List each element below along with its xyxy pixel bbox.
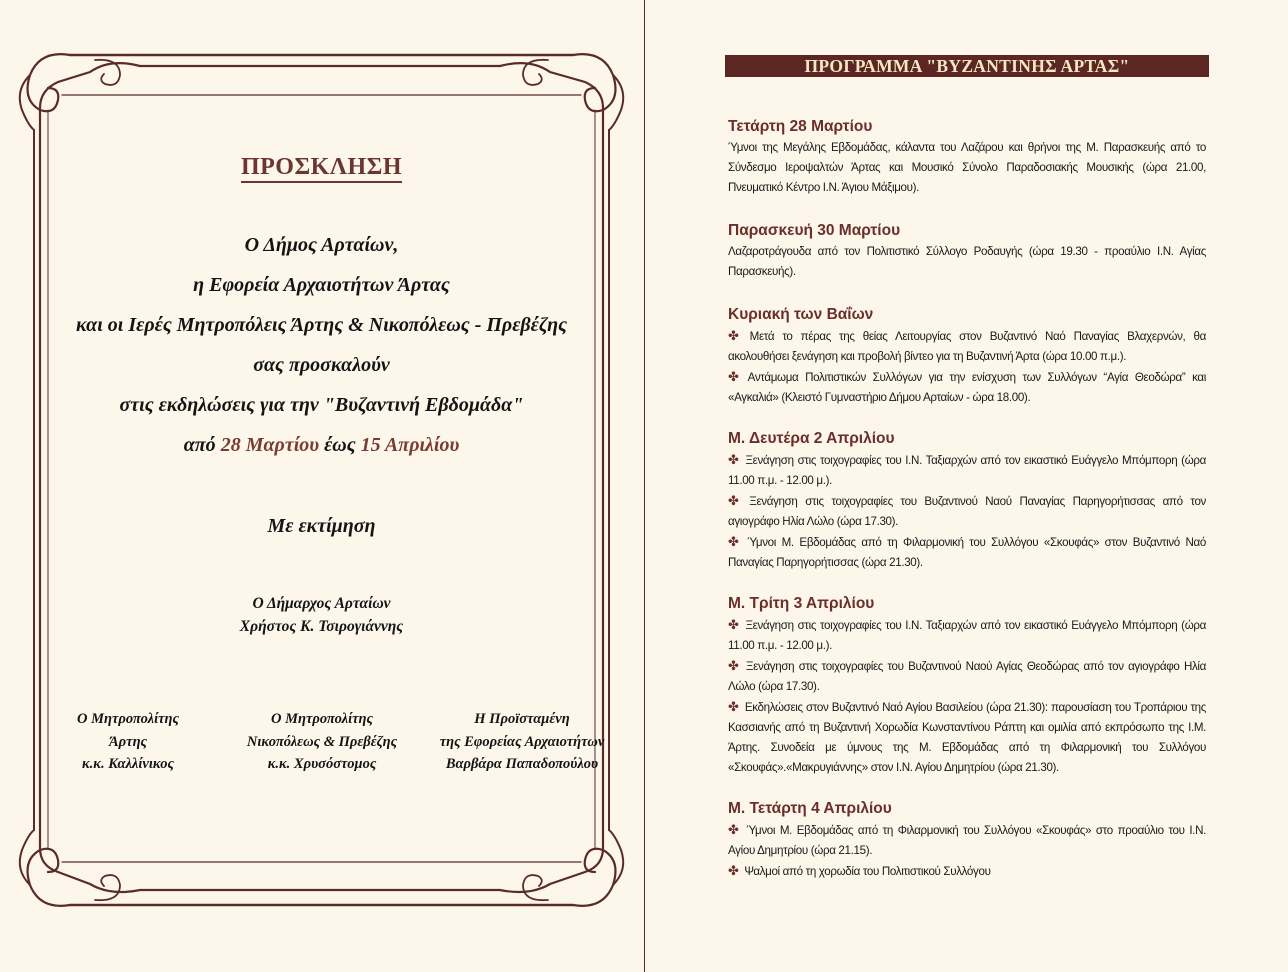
event-text: Ψαλμοί από τη χορωδία του Πολιτιστικού Συλλόγου (744, 865, 991, 878)
event-text: Ξενάγηση στις τοιχογραφίες του Βυζαντινού Ναού Αγίας Θεοδώρας από τον αγιογράφο Ηλία Λώλο (ώρα 17.30). (728, 660, 1207, 693)
signatory-line: της Εφορείας Αρχαιοτήτων (439, 733, 605, 750)
event-text: Αντάμωμα Πολιτιστικών Συλλόγων για την ενίσχυση των Συλλόγων “Αγία Θεοδώρα” και «Αγκαλιά» (Κλειστό Γυμναστήριο Δήμου Αρταίων - ώρα 18.00). (728, 371, 1206, 404)
event-text: Μετά το πέρας της θείας Λειτουργίας στον Βυζαντινό Ναό Παναγίας Βλαχερνών, θα ακολουθήσει ξενάγηση και προβολή βίντεο για τη Βυζαντινή Άρτα (ώρα 10.00 π.μ.). (728, 330, 1206, 363)
program-day (728, 221, 1206, 282)
bullet-icon: ✤ (728, 328, 739, 343)
signatory-line: Άρτης (109, 733, 147, 750)
program-day (728, 429, 1206, 573)
bullet-icon: ✤ (728, 493, 739, 508)
event-item (728, 697, 1206, 778)
event-item (728, 450, 1206, 491)
program-day (728, 117, 1206, 198)
signatory-line: Ο Μητροπολίτης (271, 711, 373, 727)
event-item: Ύμνοι της Μεγάλης Εβδομάδας, κάλαντα του Λαζάρου και θρήνοι της Μ. Παρασκευής από το Σύνδεσμο Ιεροψαλτών Άρτας και Μουσικό Σύνολο Παραδοσιακής Μουσικής (ώρα 21.00, Πνευματικό Κέντρο Ι.Ν. Άγιου Μάξιμου). (728, 141, 1206, 194)
program-day (728, 594, 1206, 778)
day-title: Μ. Τετάρτη 4 Απριλίου (728, 800, 892, 817)
invitation-body (0, 225, 643, 465)
mayor-name: Χρήστος Κ. Τσιρογιάννης (239, 618, 404, 635)
event-text: Ξενάγηση στις τοιχογραφίες του Ι.Ν. Ταξιαρχών από τον εικαστικό Ευάγγελο Μπόμπορη (ώρα 11.00 π.μ. - 12.00 μ.). (728, 619, 1206, 652)
bullet-icon: ✤ (728, 452, 739, 467)
event-item (728, 615, 1206, 656)
signatory-ephorate-head (422, 708, 622, 776)
program-day (728, 799, 1206, 882)
day-title: Τετάρτη 28 Μαρτίου (728, 118, 873, 135)
bullet-icon: ✤ (728, 822, 739, 837)
invitation-title-text: ΠΡΟΣΚΛΗΣΗ (241, 154, 402, 183)
signatory-line: Η Προϊσταμένη (474, 711, 570, 727)
mayor-signature (0, 592, 643, 638)
signatory-metropolitan-preveza (222, 708, 422, 776)
event-item (728, 861, 1206, 882)
signatory-line: Ο Μητροπολίτης (77, 711, 179, 727)
signatory-line: Νικοπόλεως & Πρεβέζης (246, 733, 398, 750)
ornamental-frame (0, 0, 643, 972)
day-title: Μ. Δευτέρα 2 Απριλίου (728, 430, 895, 447)
event-item (728, 656, 1206, 697)
event-text: Εκδηλώσεις στον Βυζαντινό Ναό Αγίου Βασιλείου (ώρα 21.30): παρουσίαση του Τροπάριου της Κασσιανής από τη Βυζαντινή Χορωδία Κωνσταντίνου Ράπτη και ομιλία από εκπρόσωπο της Ι.Μ. Άρτης. Συνοδεία με ύμνους της Μ. Εβδομάδας από τη Φιλαρμονική του Συλλόγου «Σκουφάς».«Μακρυγιάννης» στον Ι.Ν. Αγίου Δημητρίου (ώρα 21.30). (728, 701, 1207, 774)
bullet-icon: ✤ (728, 658, 739, 673)
date-from-word: από (183, 434, 216, 456)
invitation-line: και οι Ιερές Μητροπόλεις Άρτης & Νικοπόλεως - Πρεβέζης (75, 314, 568, 336)
invitation-title (0, 154, 643, 181)
invitation-line: Ο Δήμος Αρταίων, (244, 234, 399, 256)
bullet-icon: ✤ (728, 863, 739, 878)
end-date: 15 Απριλίου (360, 434, 460, 456)
event-text: Ξενάγηση στις τοιχογραφίες του Ι.Ν. Ταξιαρχών από τον εικαστικό Ευάγγελο Μπόμπορη (ώρα 11.00 π.μ. - 12.00 μ.). (728, 454, 1206, 487)
invitation-page (0, 0, 643, 972)
day-title: Κυριακή των Βαΐων (728, 306, 874, 323)
day-title: Παρασκευή 30 Μαρτίου (728, 222, 901, 239)
event-text: Ξενάγηση στις τοιχογραφίες του Βυζαντινού Ναού Παναγίας Παρηγορήτισσας από τον αγιογράφο Ηλία Λώλο (ώρα 17.30). (728, 495, 1207, 528)
event-text: Ύμνοι Μ. Εβδομάδας από τη Φιλαρμονική του Συλλόγου «Σκουφάς» στο προαύλιο του Ι.Ν. Αγίου Δημητρίου (ώρα 21.15). (728, 824, 1206, 857)
closing-phrase: Με εκτίμηση (267, 515, 376, 537)
signatory-metropolitan-arta (48, 708, 208, 776)
event-item (728, 820, 1206, 861)
invitation-line: η Εφορεία Αρχαιοτήτων Άρτας (193, 274, 450, 296)
event-item: Λαζαροτράγουδα από τον Πολιτιστικό Σύλλογο Ροδαυγής (ώρα 19.30 - προαύλιο Ι.Ν. Αγίας Παρασκευής). (728, 245, 1206, 278)
date-to-word: έως (324, 434, 356, 456)
program-day (728, 305, 1206, 408)
bullet-icon: ✤ (728, 699, 739, 714)
event-item (728, 326, 1206, 367)
invitation-line: σας προσκαλούν (253, 354, 390, 376)
invitation-line: στις εκδηλώσεις για την "Βυζαντινή Εβδομάδα" (119, 394, 524, 416)
signatory-line: κ.κ. Καλλίνικος (82, 756, 174, 772)
mayor-role: Ο Δήμαρχος Αρταίων (252, 595, 391, 612)
day-title: Μ. Τρίτη 3 Απριλίου (728, 595, 875, 612)
program-banner: ΠΡΟΓΡΑΜΜΑ "ΒΥΖΑΝΤΙΝΗΣ ΑΡΤΑΣ" (725, 55, 1209, 77)
bullet-icon: ✤ (728, 617, 739, 632)
program-page (644, 0, 1288, 972)
signatory-line: Βαρβάρα Παπαδοπούλου (445, 756, 599, 772)
start-date: 28 Μαρτίου (220, 434, 320, 456)
signatory-line: κ.κ. Χρυσόστομος (267, 756, 377, 772)
event-item (728, 491, 1206, 532)
bullet-icon: ✤ (728, 369, 739, 384)
bullet-icon: ✤ (728, 534, 739, 549)
event-item (728, 367, 1206, 408)
invitation-date-line (0, 425, 643, 465)
event-text: Ύμνοι Μ. Εβδομάδας από τη Φιλαρμονική του Συλλόγου «Σκουφάς» στον Βυζαντινό Ναό Παναγίας Παρηγορήτισσας (ώρα 21.30). (728, 536, 1206, 569)
event-item (728, 532, 1206, 573)
